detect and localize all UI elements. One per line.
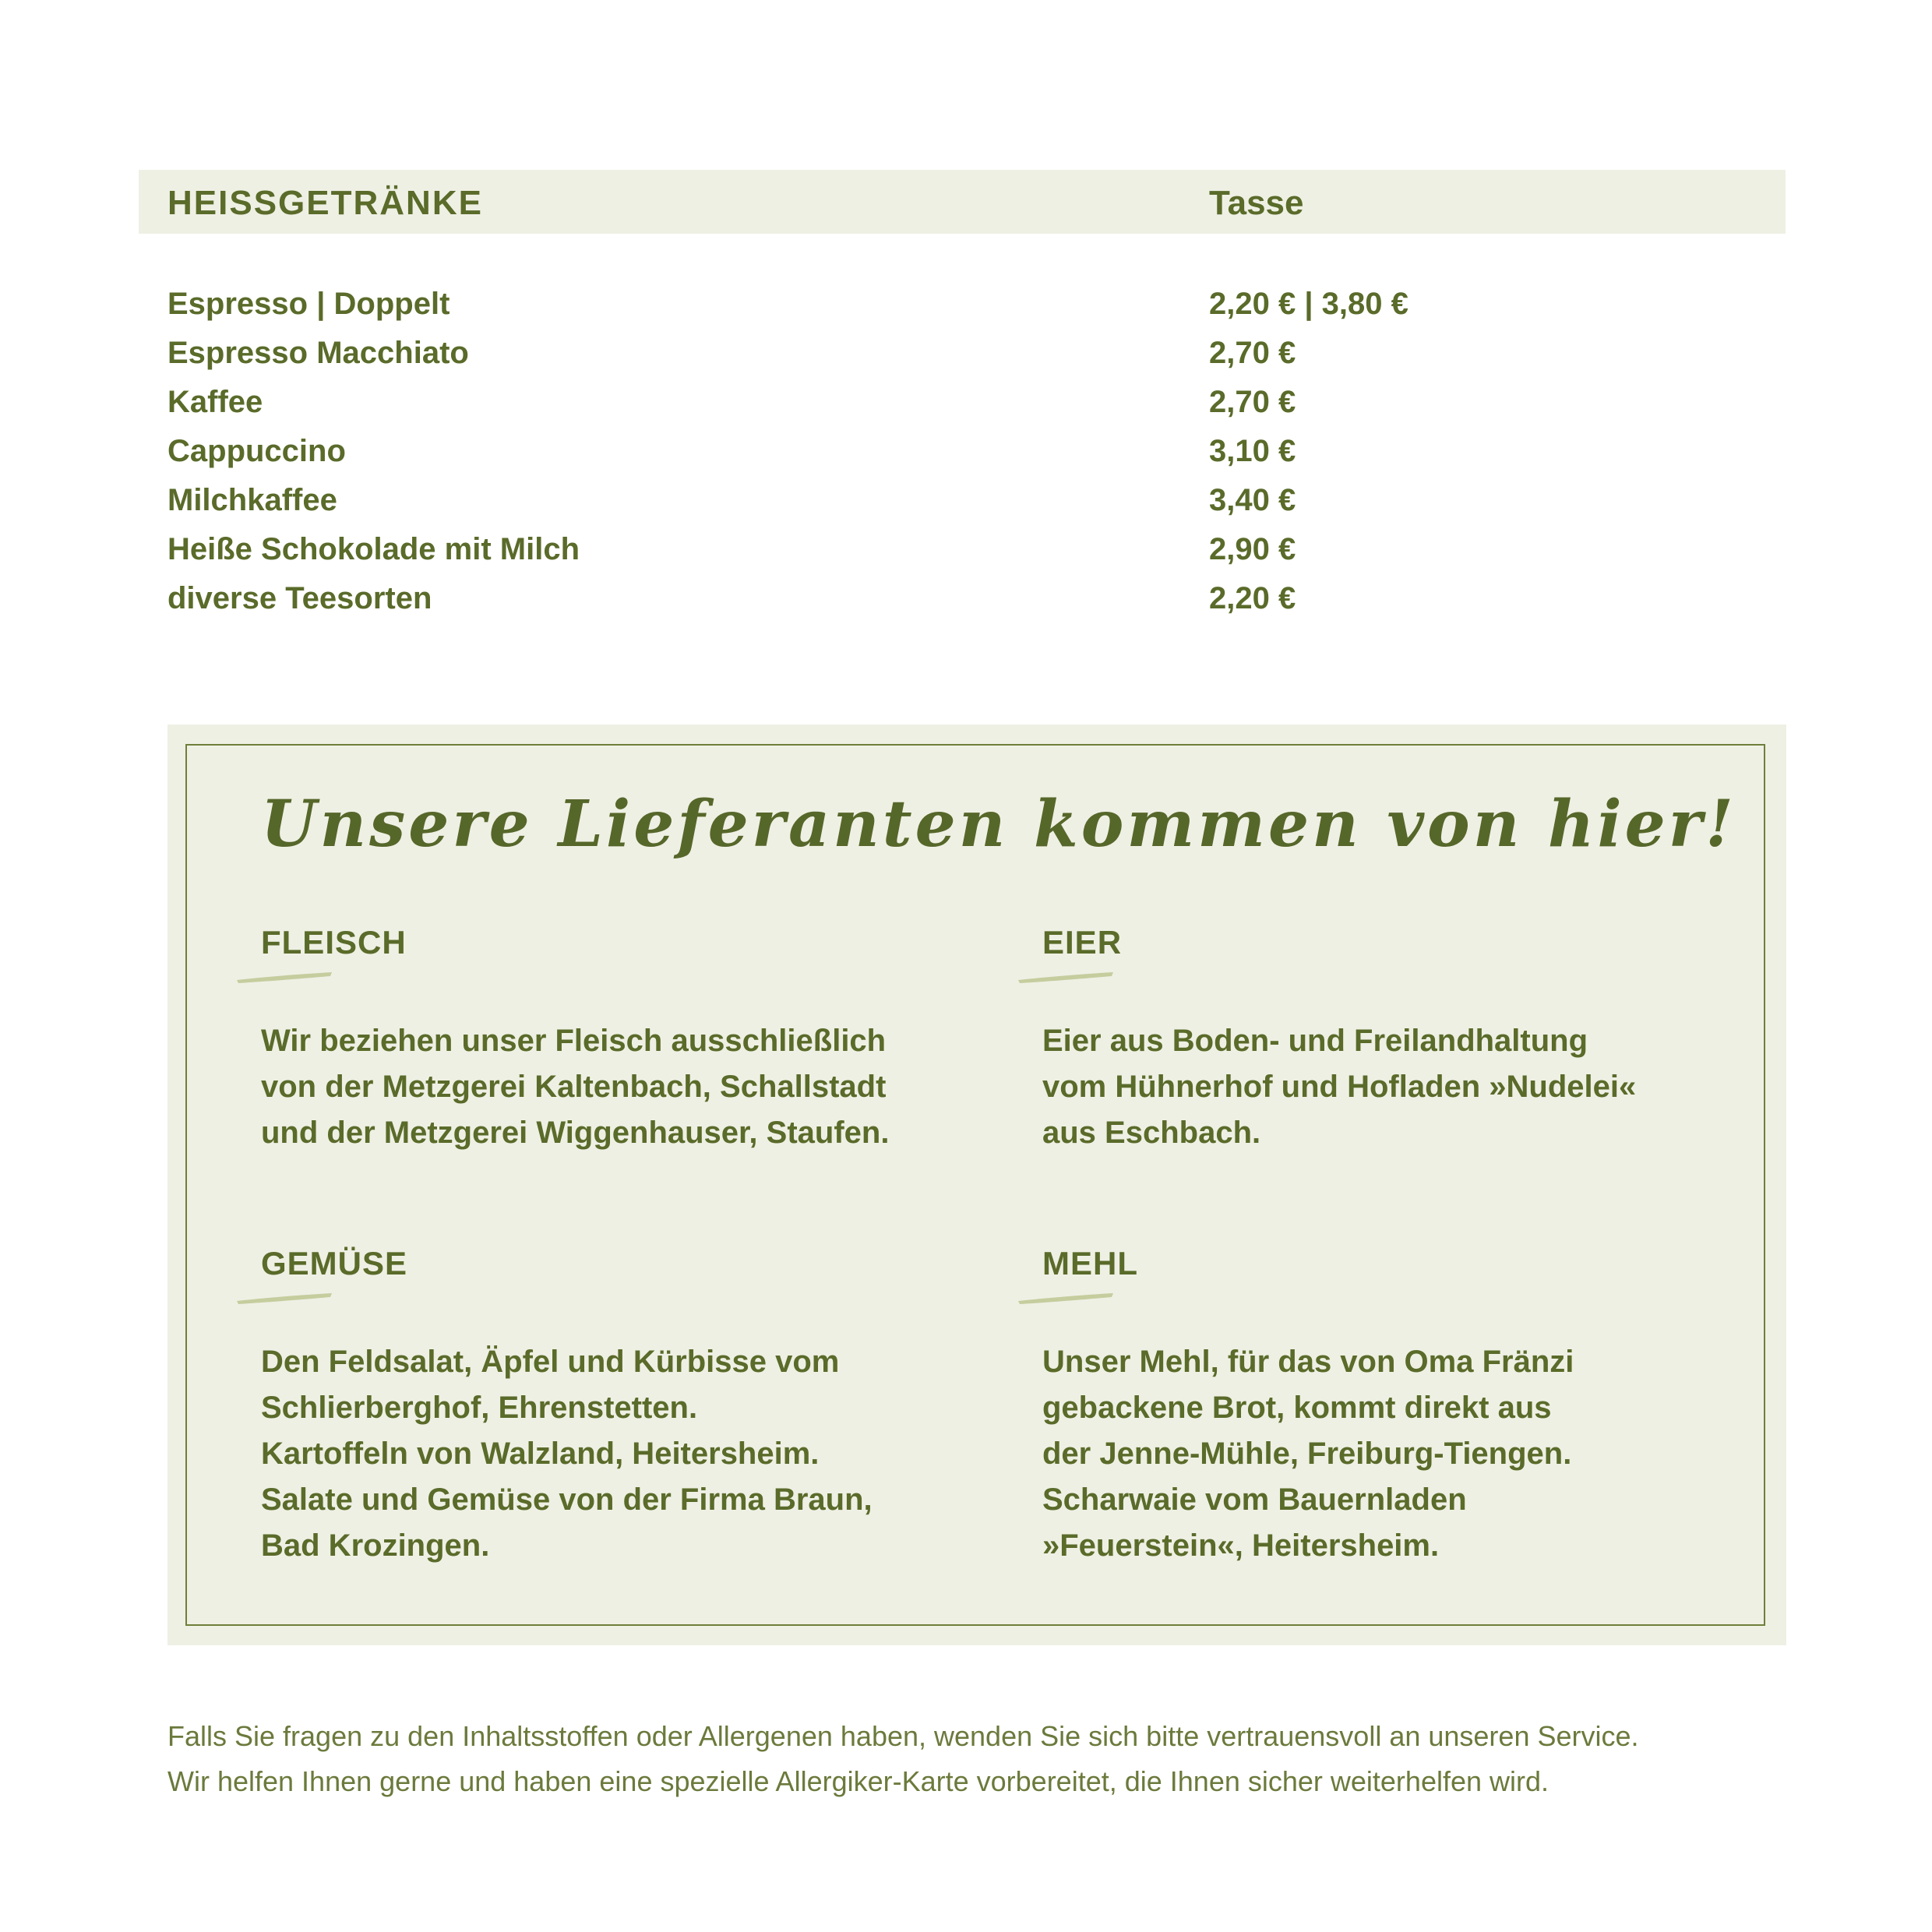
section-line: Schlierberghof, Ehrenstetten. (261, 1391, 698, 1425)
menu-item-name: Espresso Macchiato (167, 336, 469, 370)
menu-item-price: 2,20 € | 3,80 € (1209, 287, 1408, 321)
menu-item-price: 3,10 € (1209, 434, 1296, 468)
menu-item-price: 2,90 € (1209, 532, 1296, 566)
section-title: EIER (1042, 924, 1123, 961)
section-line: »Feuerstein«, Heitersheim. (1042, 1528, 1440, 1563)
supplier-section-fleisch (261, 924, 931, 1156)
menu-item (167, 477, 1726, 526)
section-line: Den Feldsalat, Äpfel und Kürbisse vom (261, 1345, 840, 1379)
section-text (261, 1018, 931, 1156)
supplier-section-mehl (1042, 1245, 1712, 1569)
supplier-section-gemuese (261, 1245, 931, 1569)
brush-stroke-icon (1015, 968, 1116, 985)
section-line: Salate und Gemüse von der Firma Braun, (261, 1482, 873, 1517)
supplier-heading: Unsere Lieferanten kommen von hier! (261, 787, 1736, 862)
section-line: und der Metzgerei Wiggenhauser, Staufen. (261, 1116, 890, 1150)
allergen-note-line: Wir helfen Ihnen gerne und haben eine spezielle Allergiker-Karte vorbereitet, die Ihnen sicher weiterhelfen wird. (167, 1765, 1549, 1797)
section-line: Eier aus Boden- und Freilandhaltung (1042, 1024, 1588, 1058)
section-title: GEMÜSE (261, 1245, 408, 1282)
section-line: Unser Mehl, für das von Oma Fränzi (1042, 1345, 1574, 1379)
menu-item-name: Milchkaffee (167, 483, 337, 517)
section-line: Wir beziehen unser Fleisch ausschließlich (261, 1024, 887, 1058)
menu-item-price: 3,40 € (1209, 483, 1296, 517)
menu-title: HEISSGETRÄNKE (167, 184, 483, 222)
section-line: Scharwaie vom Bauernladen (1042, 1482, 1467, 1517)
menu-item (167, 526, 1726, 575)
menu-item-price: 2,70 € (1209, 336, 1296, 370)
section-line: der Jenne-Mühle, Freiburg-Tiengen. (1042, 1437, 1572, 1471)
menu-item-name: Kaffee (167, 385, 263, 419)
menu-column-label: Tasse (1209, 184, 1304, 222)
menu-item-price: 2,20 € (1209, 581, 1296, 615)
supplier-section-eier (1042, 924, 1712, 1156)
menu-item-name: diverse Teesorten (167, 581, 432, 615)
menu-item (167, 280, 1726, 330)
brush-stroke-icon (1015, 1289, 1116, 1306)
allergen-note (167, 1714, 1803, 1804)
section-line: Kartoffeln von Walzland, Heitersheim. (261, 1437, 820, 1471)
section-line: aus Eschbach. (1042, 1116, 1261, 1150)
menu-item (167, 379, 1726, 428)
allergen-note-line: Falls Sie fragen zu den Inhaltsstoffen oder Allergenen haben, wenden Sie sich bitte vertrauensvoll an unseren Service. (167, 1720, 1639, 1752)
section-text (1042, 1018, 1712, 1156)
section-line: Bad Krozingen. (261, 1528, 490, 1563)
menu-item-name: Heiße Schokolade mit Milch (167, 532, 580, 566)
menu-item (167, 575, 1726, 624)
section-text (1042, 1339, 1712, 1569)
section-line: vom Hühnerhof und Hofladen »Nudelei« (1042, 1070, 1637, 1104)
menu-item (167, 330, 1726, 379)
menu-item (167, 428, 1726, 477)
menu-item-name: Espresso | Doppelt (167, 287, 450, 321)
section-title: MEHL (1042, 1245, 1138, 1282)
menu-item-price: 2,70 € (1209, 385, 1296, 419)
section-line: gebackene Brot, kommt direkt aus (1042, 1391, 1552, 1425)
section-text (261, 1339, 931, 1569)
section-line: von der Metzgerei Kaltenbach, Schallstadt (261, 1070, 887, 1104)
section-title: FLEISCH (261, 924, 407, 961)
menu-list (167, 280, 1726, 624)
menu-item-name: Cappuccino (167, 434, 346, 468)
brush-stroke-icon (234, 1289, 335, 1306)
brush-stroke-icon (234, 968, 335, 985)
